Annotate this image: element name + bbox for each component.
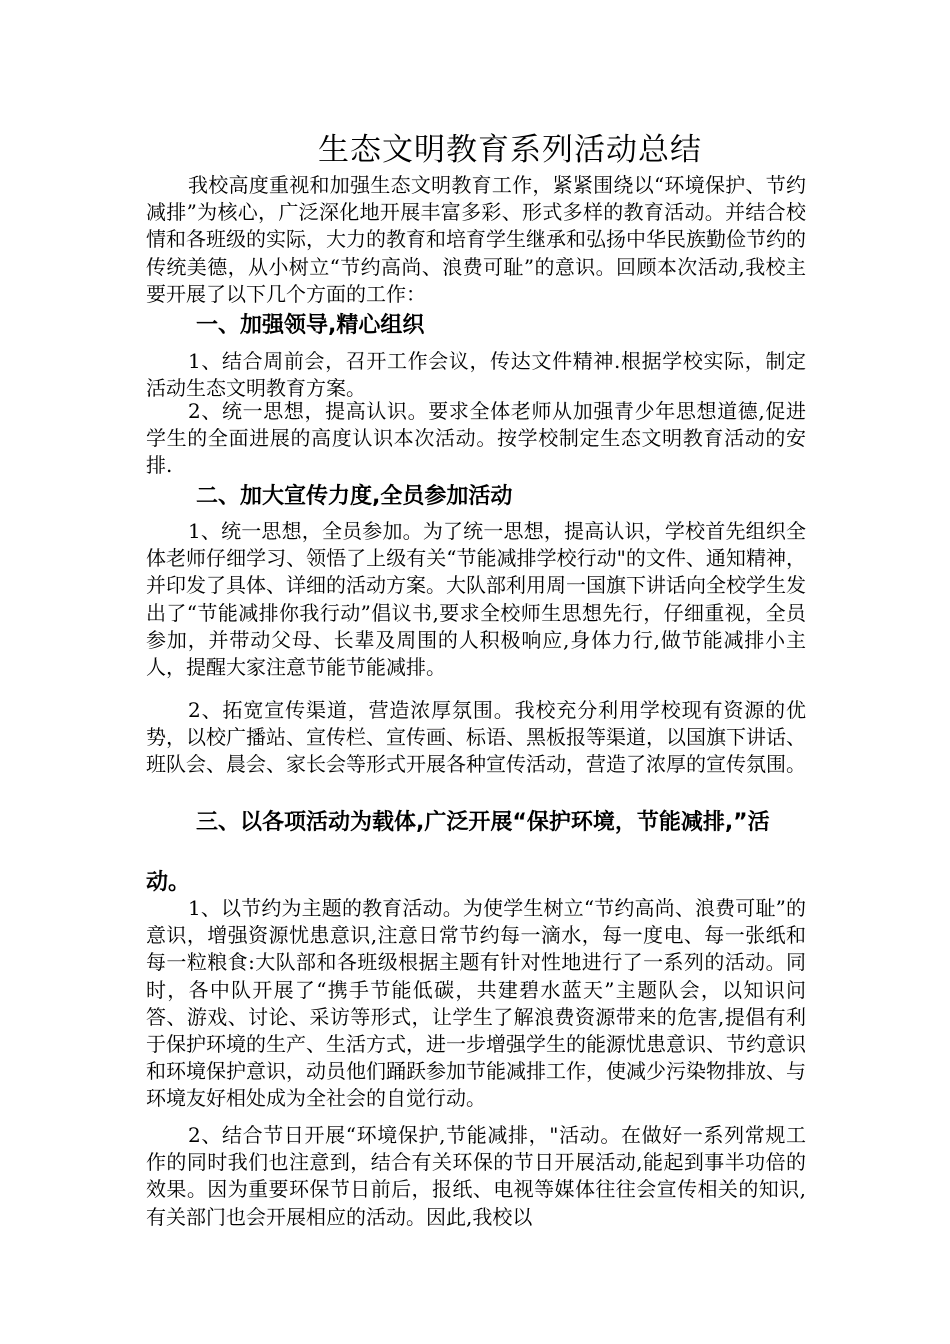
section-3-paragraph-2: 2、结合节日开展“环境保护,节能减排，"活动。在做好一系列常规工作的同时我们也注意到，结合有关环保的节日开展活动,能起到事半功倍的效果。因为重要环保节日前后，报纸、电视等媒体往往会宣传相关的知识,有关部门也会开展相应的活动。因此,我校以 [146,1123,806,1229]
section-1-paragraph-2: 2、统一思想，提高认识。要求全体老师从加强青少年思想道德,促进学生的全面进展的高度认识本次活动。按学校制定生态文明教育活动的安排. [146,399,806,478]
document-title: 生态文明教育系列活动总结 [318,132,702,168]
section-2-heading: 二、加大宣传力度,全员参加活动 [196,484,513,509]
section-3-paragraph-1: 1、以节约为主题的教育活动。为使学生树立“节约高尚、浪费可耻”的意识，增强资源忧患意识,注意日常节约每一滴水，每一度电、每一张纸和每一粒粮食:大队部和各班级根据主题有针对性地进行了一系列的活动。同时，各中队开展了“携手节能低碳，共建碧水蓝天”主题队会，以知识问答、游戏、讨论、采访等形式，让学生了解浪费资源带来的危害,提倡有利于保护环境的生产、生活方式，进一步增强学生的能源忧患意识、节约意识和环境保护意识，动员他们踊跃参加节能减排工作，使减少污染物排放、与环境友好相处成为全社会的自觉行动。 [146,896,806,1111]
intro-paragraph: 我校高度重视和加强生态文明教育工作，紧紧围绕以“环境保护、节约减排”为核心，广泛深化地开展丰富多彩、形式多样的教育活动。并结合校情和各班级的实际，大力的教育和培育学生继承和弘扬中华民族勤俭节约的传统美德，从小树立“节约高尚、浪费可耻”的意识。回顾本次活动,我校主要开展了以下几个方面的工作： [146,173,806,306]
section-3-heading: 三、以各项活动为载体,广泛开展“保护环境，节能减排,”活动。 [146,810,770,895]
section-1-heading: 一、加强领导,精心组织 [196,313,425,338]
section-1-paragraph-1: 1、结合周前会，召开工作会议，传达文件精神.根据学校实际，制定活动生态文明教育方案。 [146,349,806,401]
section-2-paragraph-2: 2、拓宽宣传渠道，营造浓厚氛围。我校充分利用学校现有资源的优势，以校广播站、宣传栏、宣传画、标语、黑板报等渠道，以国旗下讲话、班队会、晨会、家长会等形式开展各种宣传活动，营造了浓厚的宣传氛围。 [146,698,806,777]
section-2-paragraph-1: 1、统一思想，全员参加。为了统一思想，提高认识，学校首先组织全体老师仔细学习、领悟了上级有关“节能减排学校行动"的文件、通知精神，并印发了具体、详细的活动方案。大队部利用周一国旗下讲话向全校学生发出了“节能减排你我行动”倡议书,要求全校师生思想先行，仔细重视，全员参加，并带动父母、长辈及周围的人积极响应,身体力行,做节能减排小主人，提醒大家注意节能节能减排。 [146,519,806,680]
